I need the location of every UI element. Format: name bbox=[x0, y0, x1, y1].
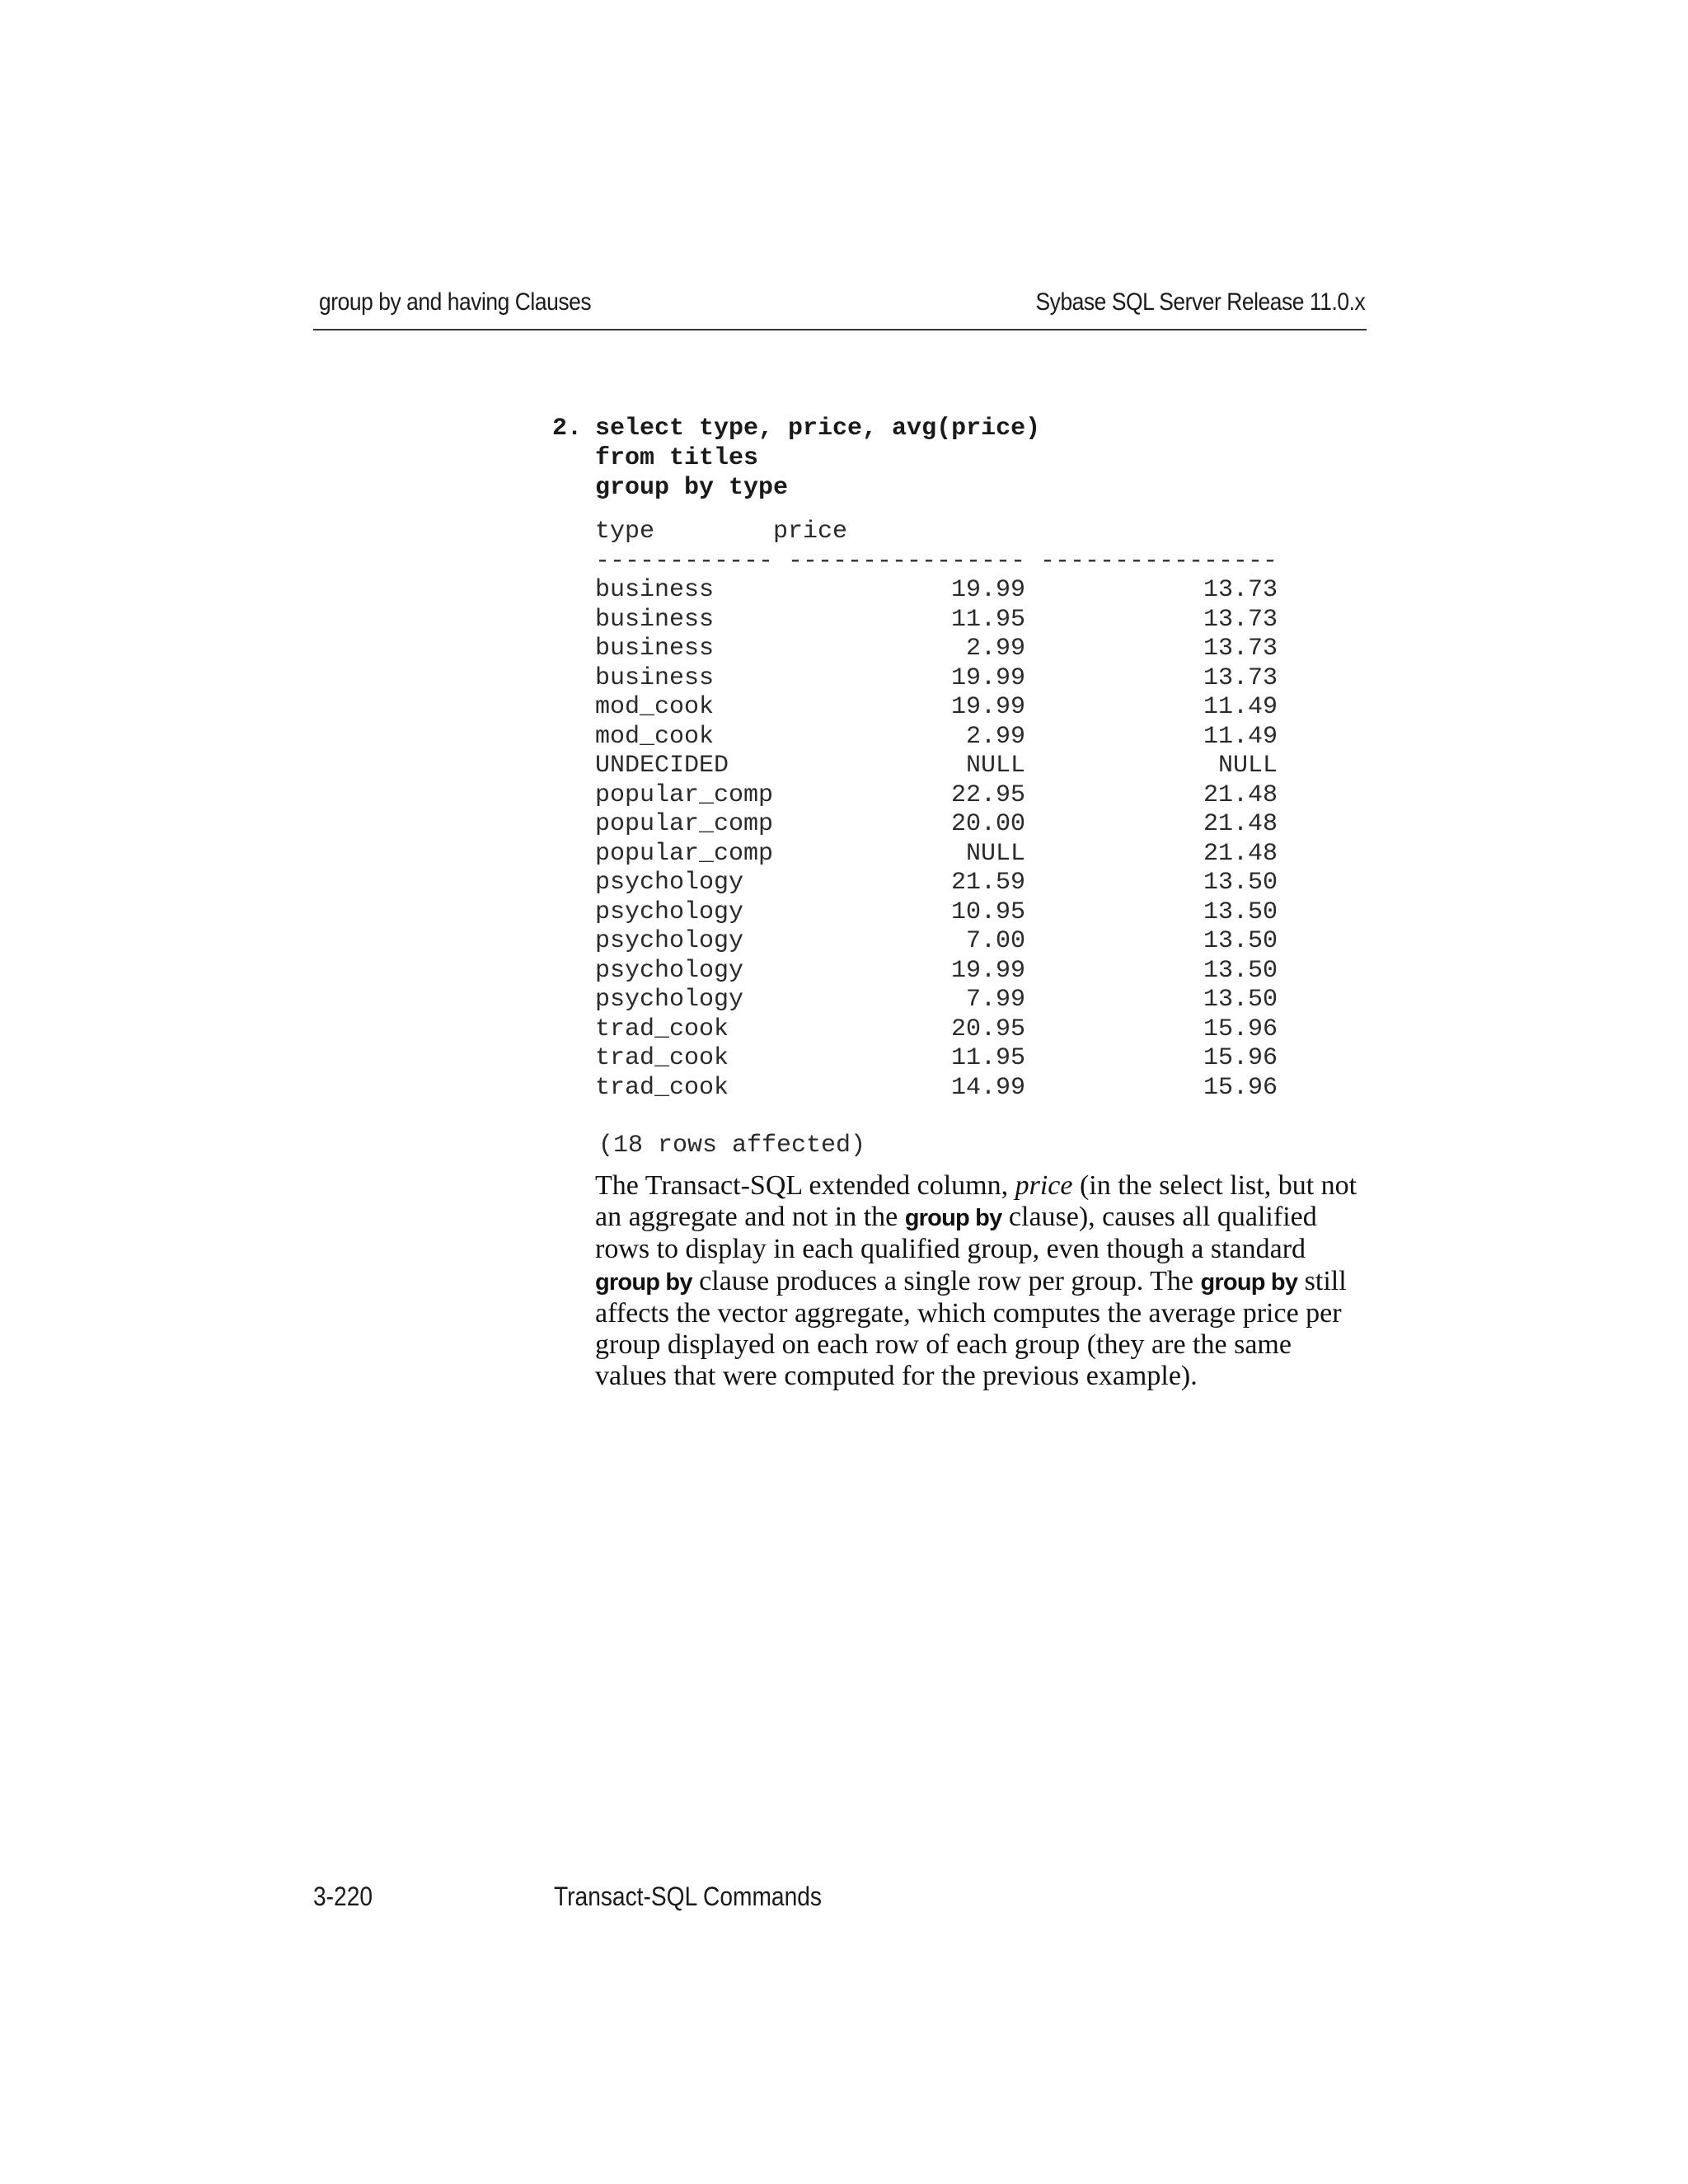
cell-price: 20.00 bbox=[950, 810, 1025, 838]
cell-price: 11.95 bbox=[950, 605, 1025, 634]
rows-affected: (18 rows affected) bbox=[598, 1132, 866, 1160]
cell-type: trad_cook bbox=[595, 1015, 729, 1043]
footer-title: Transact-SQL Commands bbox=[554, 1882, 822, 1911]
sql-code bbox=[595, 414, 1040, 503]
cell-avg-price: 13.50 bbox=[1203, 986, 1278, 1014]
table-row bbox=[595, 869, 1278, 898]
separator-type: ------------ bbox=[595, 546, 773, 575]
column-header-price: price bbox=[773, 518, 848, 546]
cell-type: trad_cook bbox=[595, 1073, 729, 1102]
table-row bbox=[595, 693, 1278, 723]
code-line: from titles bbox=[595, 444, 759, 472]
cell-type: psychology bbox=[595, 986, 744, 1014]
cell-type: psychology bbox=[595, 927, 744, 955]
cell-type: business bbox=[595, 576, 715, 604]
cell-avg-price: 15.96 bbox=[1203, 1015, 1278, 1043]
cell-price: 10.95 bbox=[950, 898, 1025, 926]
cell-avg-price: 21.48 bbox=[1203, 810, 1278, 838]
cell-type: popular_comp bbox=[595, 810, 774, 838]
cell-price: 2.99 bbox=[965, 635, 1025, 663]
cell-type: business bbox=[595, 635, 715, 663]
table-row bbox=[595, 635, 1278, 664]
table-row bbox=[595, 1015, 1278, 1045]
cell-type: trad_cook bbox=[595, 1044, 729, 1072]
cell-price: 7.00 bbox=[965, 927, 1025, 955]
cell-price: 2.99 bbox=[965, 722, 1025, 751]
cell-avg-price: 13.50 bbox=[1203, 869, 1278, 897]
code-line: group by type bbox=[595, 474, 789, 502]
cell-type: mod_cook bbox=[595, 722, 715, 751]
cell-type: popular_comp bbox=[595, 839, 774, 868]
cell-avg-price: 13.50 bbox=[1203, 956, 1278, 985]
running-header-product: Sybase SQL Server Release 11.0.x bbox=[1035, 288, 1365, 316]
table-row bbox=[595, 898, 1278, 928]
price-term: price bbox=[1015, 1170, 1073, 1201]
keyword-group-by: group by bbox=[595, 1268, 692, 1296]
running-header-section: group by and having Clauses bbox=[319, 288, 592, 316]
separator-price: ---------------- bbox=[787, 546, 1025, 575]
code-line: select type, price, avg(price) bbox=[595, 415, 1041, 443]
keyword-group-by: group by bbox=[1200, 1268, 1298, 1296]
page-number: 3-220 bbox=[313, 1882, 373, 1911]
body-text-run: The Transact-SQL extended column, bbox=[595, 1170, 1009, 1201]
table-row bbox=[595, 927, 1278, 957]
table-row bbox=[595, 1074, 1278, 1104]
result-table bbox=[595, 518, 1278, 1103]
cell-type: psychology bbox=[595, 898, 744, 926]
result-rows bbox=[595, 576, 1278, 1103]
column-header-avg bbox=[1025, 518, 1278, 547]
cell-avg-price: 13.73 bbox=[1203, 605, 1278, 634]
cell-type: psychology bbox=[595, 869, 744, 897]
result-separator-row bbox=[595, 547, 1278, 577]
cell-price: 21.59 bbox=[950, 869, 1025, 897]
cell-type: popular_comp bbox=[595, 780, 774, 809]
body-text-run: still affects the vector aggregate, which computes the average price per group displayed on each row of each group (they are the same values that were computed for the previous example). bbox=[595, 1265, 1347, 1392]
cell-type: business bbox=[595, 605, 715, 634]
cell-price: 19.99 bbox=[950, 576, 1025, 604]
keyword-group-by: group by bbox=[904, 1205, 1002, 1232]
cell-price: 20.95 bbox=[950, 1015, 1025, 1043]
table-row bbox=[595, 957, 1278, 987]
table-row bbox=[595, 840, 1278, 869]
cell-avg-price: 11.49 bbox=[1203, 693, 1278, 721]
cell-price: 19.99 bbox=[950, 956, 1025, 985]
cell-price: NULL bbox=[965, 839, 1025, 868]
cell-type: business bbox=[595, 663, 715, 692]
header-rule bbox=[313, 329, 1367, 330]
cell-avg-price: 21.48 bbox=[1203, 780, 1278, 809]
cell-price: NULL bbox=[965, 752, 1025, 780]
cell-price: 22.95 bbox=[950, 780, 1025, 809]
explanation-paragraph bbox=[595, 1170, 1370, 1392]
example-number: 2. bbox=[552, 415, 583, 443]
cell-type: UNDECIDED bbox=[595, 752, 729, 780]
cell-avg-price: 13.73 bbox=[1203, 663, 1278, 692]
cell-avg-price: 11.49 bbox=[1203, 722, 1278, 751]
cell-price: 19.99 bbox=[950, 663, 1025, 692]
cell-avg-price: 13.73 bbox=[1203, 635, 1278, 663]
body-text-run: (in the select list, but not an aggregate and not in the bbox=[595, 1170, 1357, 1233]
table-row bbox=[595, 1044, 1278, 1074]
result-header-row bbox=[595, 518, 1278, 547]
table-row bbox=[595, 810, 1278, 840]
separator-avg: ---------------- bbox=[1039, 546, 1278, 575]
cell-avg-price: 15.96 bbox=[1203, 1073, 1278, 1102]
cell-price: 7.99 bbox=[965, 986, 1025, 1014]
column-header-type: type bbox=[595, 518, 655, 546]
cell-avg-price: 13.50 bbox=[1203, 898, 1278, 926]
cell-avg-price: 13.50 bbox=[1203, 927, 1278, 955]
cell-price: 11.95 bbox=[950, 1044, 1025, 1072]
table-row bbox=[595, 986, 1278, 1015]
table-row bbox=[595, 664, 1278, 694]
table-row bbox=[595, 576, 1278, 606]
body-text-run: clause produces a single row per group. The bbox=[699, 1265, 1194, 1296]
cell-avg-price: 13.73 bbox=[1203, 576, 1278, 604]
cell-price: 14.99 bbox=[950, 1073, 1025, 1102]
table-row bbox=[595, 606, 1278, 635]
cell-type: mod_cook bbox=[595, 693, 715, 721]
cell-avg-price: 21.48 bbox=[1203, 839, 1278, 868]
cell-avg-price: NULL bbox=[1217, 752, 1278, 780]
table-row bbox=[595, 781, 1278, 811]
table-row bbox=[595, 723, 1278, 752]
cell-avg-price: 15.96 bbox=[1203, 1044, 1278, 1072]
cell-price: 19.99 bbox=[950, 693, 1025, 721]
body-text-run: clause), causes all qualified rows to display in each qualified group, even though a standard bbox=[595, 1202, 1317, 1265]
table-row bbox=[595, 752, 1278, 781]
cell-type: psychology bbox=[595, 956, 744, 985]
